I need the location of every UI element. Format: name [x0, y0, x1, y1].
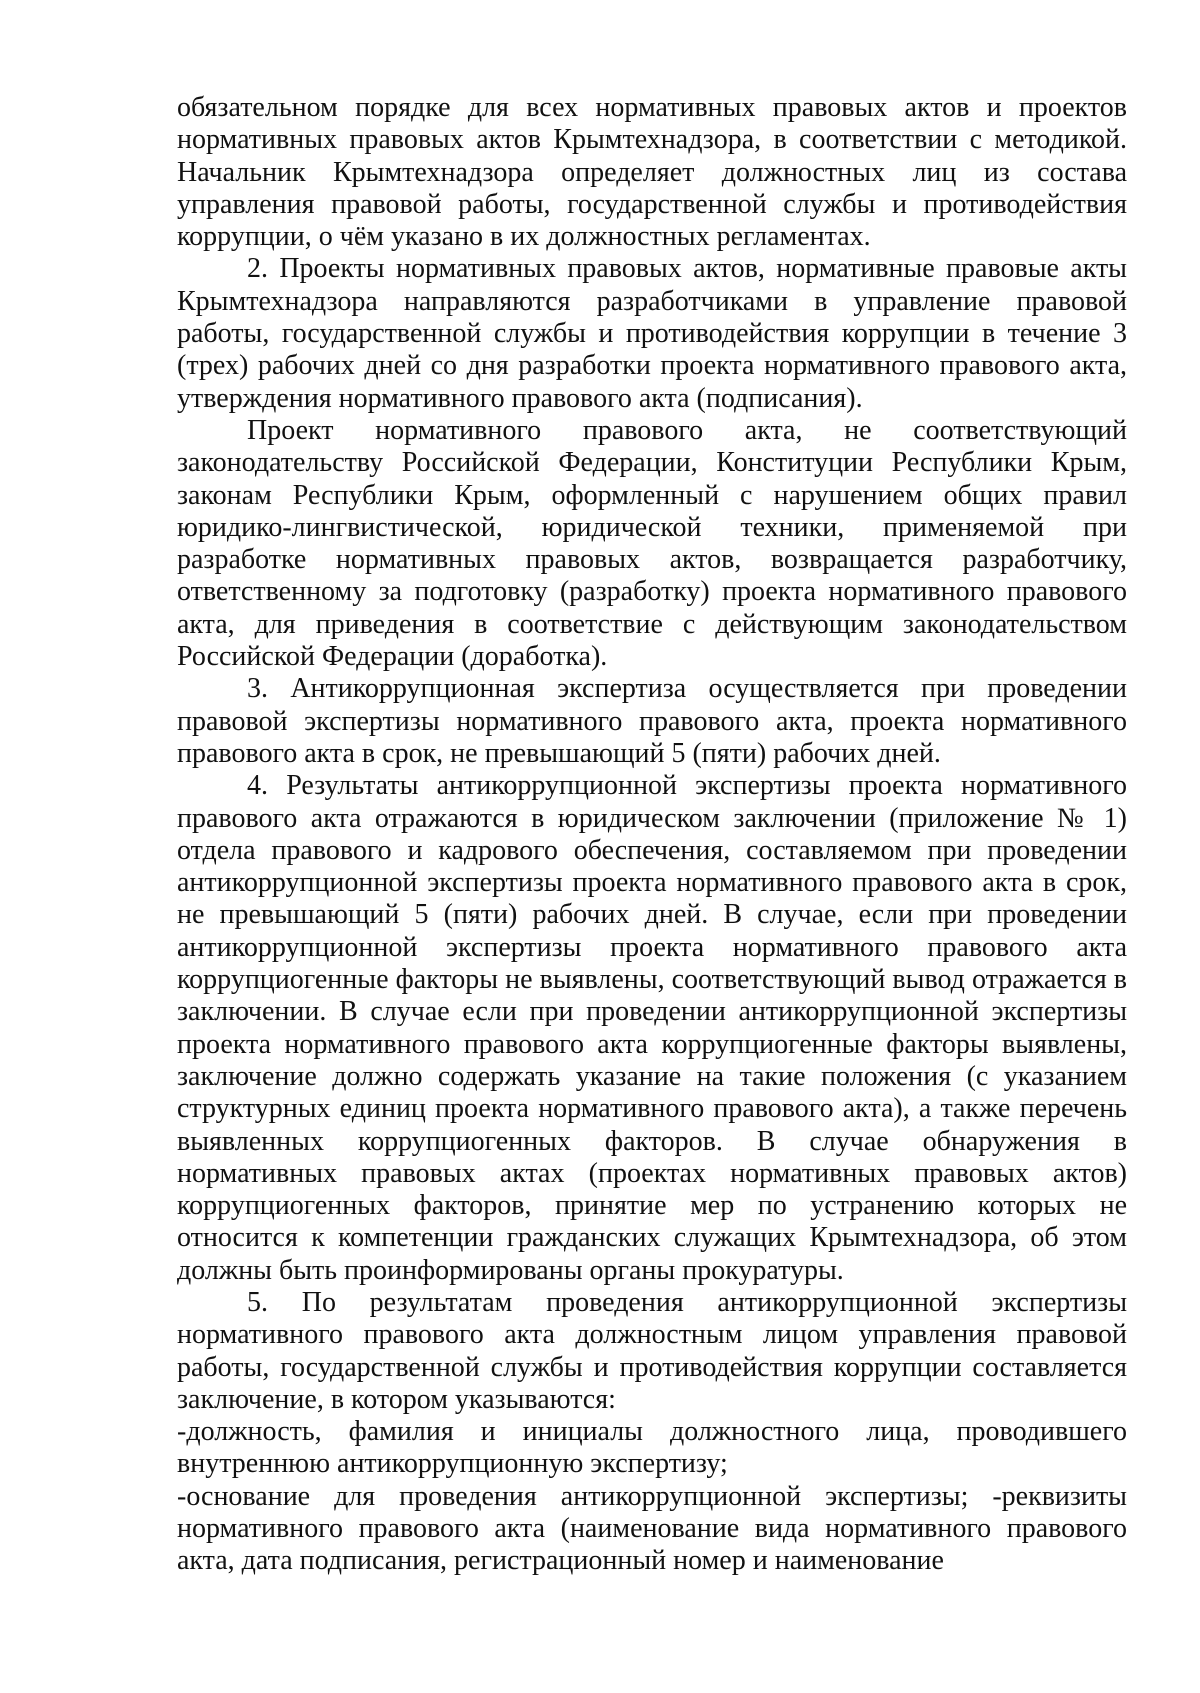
paragraph-item-2: 2. Проекты нормативных правовых актов, нормативные правовые акты Крымтехнадзора направляются разработчиками в управление правовой работы, государственной службы и противодействия коррупции в течение 3 (трех) рабочих дней со дня разработки проекта нормативного правового акта, утверждения нормативного правового акта (подписания).	[177, 253, 1127, 414]
paragraph-continuation: обязательном порядке для всех нормативных правовых актов и проектов нормативных правовых актов Крымтехнадзора, в соответствии с методикой. Начальник Крымтехнадзора определяет должностных лиц из состава управления правовой работы, государственной службы и противодействия коррупции, о чём указано в их должностных регламентах.	[177, 92, 1127, 253]
list-item-official: -должность, фамилия и инициалы должностного лица, проводившего внутреннюю антикоррупционную экспертизу;	[177, 1416, 1127, 1480]
paragraph-item-3: 3. Антикоррупционная экспертиза осуществляется при проведении правовой экспертизы нормативного правового акта, проекта нормативного правового акта в срок, не превышающий 5 (пяти) рабочих дней.	[177, 673, 1127, 769]
list-item-basis: -основание для проведения антикоррупционной экспертизы; -реквизиты нормативного правового акта (наименование вида нормативного правового акта, дата подписания, регистрационный номер и наименование	[177, 1480, 1127, 1577]
paragraph-item-4: 4. Результаты антикоррупционной экспертизы проекта нормативного правового акта отражаются в юридическом заключении (приложение № 1) отдела правового и кадрового обеспечения, составляемом при проведении антикоррупционной экспертизы проекта нормативного правового акта в срок, не превышающий 5 (пяти) рабочих дней. В случае, если при проведении антикоррупционной экспертизы проекта нормативного правового акта коррупциогенные факторы не выявлены, соответствующий вывод отражается в заключении. В случае если при проведении антикоррупционной экспертизы проекта нормативного правового акта коррупциогенные факторы выявлены, заключение должно содержать указание на такие положения (с указанием структурных единиц проекта нормативного правового акта), а также перечень выявленных коррупциогенных факторов. В случае обнаружения в нормативных правовых актах (проектах нормативных правовых актов) коррупциогенных факторов, принятие мер по устранению которых не относится к компетенции гражданских служащих Крымтехнадзора, об этом должны быть проинформированы органы прокуратуры.	[177, 770, 1127, 1286]
document-body	[177, 92, 1127, 1578]
paragraph-item-5: 5. По результатам проведения антикоррупционной экспертизы нормативного правового акта должностным лицом управления правовой работы, государственной службы и противодействия коррупции составляется заключение, в котором указываются:	[177, 1286, 1127, 1415]
paragraph-item-2-return: Проект нормативного правового акта, не соответствующий законодательству Российской Федерации, Конституции Республики Крым, законам Республики Крым, оформленный с нарушением общих правил юридико-лингвистической, юридической техники, применяемой при разработке нормативных правовых актов, возвращается разработчику, ответственному за подготовку (разработку) проекта нормативного правового акта, для приведения в соответствие с действующим законодательством Российской Федерации (доработка).	[177, 414, 1127, 673]
